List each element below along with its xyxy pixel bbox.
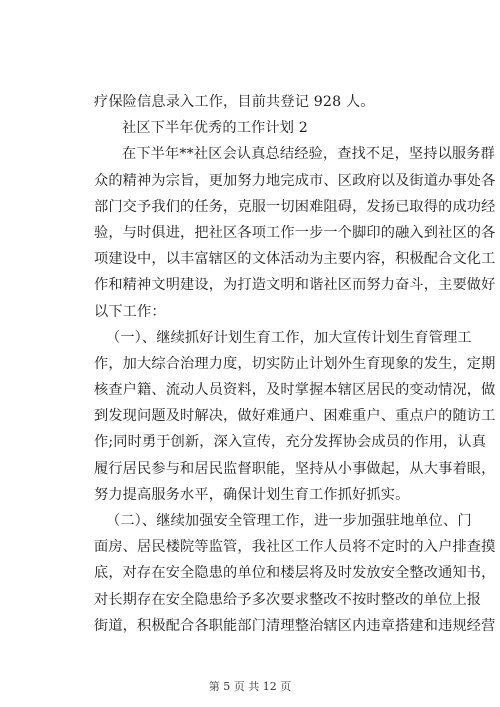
- text-line: 部门交予我们的任务，克服一切困难阻碍，发扬已取得的成功经: [94, 198, 496, 215]
- section-heading: 社区下半年优秀的工作计划 2: [122, 120, 308, 137]
- paragraph-start: 在下半年**社区会认真总结经验，查找不足，坚持以服务群: [122, 146, 495, 163]
- text-line: 验，与时俱进，把社区各项工作一步一个脚印的融入到社区的各: [94, 224, 496, 241]
- paragraph-start: （二）、继续加强安全管理工作，进一步加强驻地单位、门: [106, 513, 472, 529]
- text-line: 街道，积极配合各职能部门清理整治辖区内违章搭建和违规经营: [94, 617, 496, 634]
- text-line: 到发现问题及时解决，做好难通户、困难重户、重点户的随访工: [94, 408, 496, 425]
- text-line: 众的精神为宗旨，更加努力地完成市、区政府以及街道办事处各: [94, 172, 496, 189]
- paragraph-start: （一）、继续抓好计划生育工作，加大宣传计划生育管理工: [106, 329, 472, 346]
- text-line: 作;同时勇于创新，深入宣传，充分发挥协会成员的作用，认真: [94, 434, 487, 451]
- text-line: 疗保险信息录入工作，目前共登记 928 人。: [94, 94, 375, 110]
- text-line: 作和精神文明建设，为打造文明和谐社区而努力奋斗，主要做好: [94, 277, 496, 294]
- text-line: 努力提高服务水平，确保计划生育工作抓好抓实。: [94, 486, 410, 503]
- body-text: [94, 89, 496, 639]
- text-line: 作，加大综合治理力度，切实防止计划外生育现象的发生，定期: [94, 355, 496, 372]
- text-line: 以下工作：: [94, 303, 166, 320]
- text-line: 对长期存在安全隐患给予多次要求整改不按时整改的单位上报: [94, 591, 482, 608]
- text-line: 面房、居民楼院等监管，我社区工作人员将不定时的入户排查摸: [94, 539, 496, 556]
- text-line: 履行居民参与和居民监督职能，坚持从小事做起，从大事着眼，: [94, 460, 496, 477]
- text-line: 核查户籍、流动人员资料，及时掌握本辖区居民的变动情况，做: [94, 382, 496, 399]
- text-line: 底，对存在安全隐患的单位和楼层将及时发放安全整改通知书，: [94, 565, 496, 582]
- text-line: 项建设中，以丰富辖区的文体活动为主要内容，积极配合文化工: [94, 251, 496, 268]
- page-number-footer: 第 5 页 共 12 页: [208, 680, 292, 693]
